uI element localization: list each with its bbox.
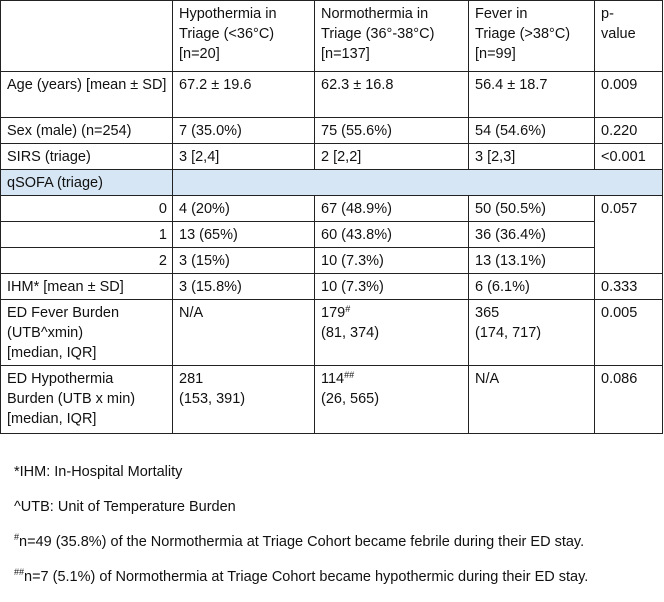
cell-hypothermia: 3 (15%) (173, 248, 315, 274)
cell-hypothermia (173, 366, 315, 434)
qsofa-header-fill (173, 170, 663, 196)
footnote-text: n=49 (35.8%) of the Normothermia at Triage Cohort became febrile during their ED stay. (19, 534, 585, 550)
qsofa-score: 2 (1, 248, 173, 274)
header-normothermia-n: [n=137] (321, 46, 370, 62)
cell-fever: N/A (469, 366, 595, 434)
footnote-marker: # (345, 304, 351, 314)
cell-p-value: 0.057 (595, 196, 663, 274)
row-label-line2: (UTB^xmin) (7, 325, 84, 341)
cell-fever: 6 (6.1%) (469, 274, 595, 300)
footnote-marker: ## (344, 370, 355, 380)
cell-fever: 54 (54.6%) (469, 118, 595, 144)
cell-normothermia (315, 366, 469, 434)
header-hypothermia-line1: Hypothermia in (179, 6, 277, 22)
row-label: qSOFA (triage) (1, 170, 173, 196)
table-row-qsofa-0 (1, 196, 663, 222)
cell-normothermia: 75 (55.6%) (315, 118, 469, 144)
header-p-line2: value (601, 26, 636, 42)
header-fever-line2: Triage (>38°C) (475, 26, 571, 42)
iqr-value: (26, 565) (321, 391, 380, 407)
cell-normothermia: 62.3 ± 16.8 (315, 72, 469, 118)
iqr-value: (81, 374) (321, 325, 380, 341)
header-empty-cell (1, 1, 173, 72)
row-label-line1: ED Fever Burden (7, 305, 120, 321)
qsofa-score: 1 (1, 222, 173, 248)
iqr-value: (174, 717) (475, 325, 542, 341)
table-row-qsofa-1 (1, 222, 663, 248)
cell-hypothermia: 67.2 ± 19.6 (173, 72, 315, 118)
header-p-value (595, 1, 663, 72)
cell-normothermia: 67 (48.9%) (315, 196, 469, 222)
cell-fever: 36 (36.4%) (469, 222, 595, 248)
row-label-line3: [median, IQR] (7, 411, 97, 427)
median-value: 281 (179, 371, 204, 387)
header-hypothermia-line2: Triage (<36°C) (179, 26, 275, 42)
cell-fever: 13 (13.1%) (469, 248, 595, 274)
table-row-fever-burden (1, 300, 663, 366)
cell-fever (469, 300, 595, 366)
row-label: Age (years) [mean ± SD] (1, 72, 173, 118)
footnote-ihm: *IHM: In-Hospital Mortality (14, 464, 183, 480)
row-label-line1: ED Hypothermia (7, 371, 114, 387)
header-fever-line1: Fever in (475, 6, 528, 22)
qsofa-score: 0 (1, 196, 173, 222)
footnote-marker: # (14, 532, 20, 542)
footnote-marker: ## (14, 567, 25, 577)
header-fever-n: [n=99] (475, 46, 516, 62)
row-label-line3: [median, IQR] (7, 345, 97, 361)
cell-normothermia (315, 300, 469, 366)
cell-p-value: 0.005 (595, 300, 663, 366)
footnote-febrile (14, 532, 654, 567)
table-row-sex (1, 118, 663, 144)
iqr-value: (153, 391) (179, 391, 246, 407)
header-normothermia-line2: Triage (36°-38°C) (321, 26, 435, 42)
cell-p-value: 0.333 (595, 274, 663, 300)
median-value: 365 (475, 305, 500, 321)
header-hypothermia-n: [n=20] (179, 46, 220, 62)
row-label: SIRS (triage) (1, 144, 173, 170)
header-fever (469, 1, 595, 72)
table-row-age (1, 72, 663, 118)
table-row-hypothermia-burden (1, 366, 663, 434)
cell-fever: 56.4 ± 18.7 (469, 72, 595, 118)
footnote-hypothermic (14, 567, 654, 602)
table-row-qsofa-header (1, 170, 663, 196)
table-row-ihm (1, 274, 663, 300)
median-value: 179 (321, 305, 346, 321)
row-label (1, 366, 173, 434)
cell-hypothermia: 7 (35.0%) (173, 118, 315, 144)
cell-p-value: <0.001 (595, 144, 663, 170)
cell-normothermia: 60 (43.8%) (315, 222, 469, 248)
cell-p-value: 0.009 (595, 72, 663, 118)
row-label: Sex (male) (n=254) (1, 118, 173, 144)
footnotes (14, 462, 654, 602)
row-label (1, 300, 173, 366)
median-value: 114 (321, 371, 345, 387)
cell-normothermia: 10 (7.3%) (315, 274, 469, 300)
row-label-line2: Burden (UTB x min) (7, 391, 136, 407)
cell-hypothermia: 4 (20%) (173, 196, 315, 222)
cell-hypothermia: 3 (15.8%) (173, 274, 315, 300)
row-label: IHM* [mean ± SD] (1, 274, 173, 300)
header-normothermia (315, 1, 469, 72)
cell-hypothermia: 13 (65%) (173, 222, 315, 248)
cell-p-value: 0.220 (595, 118, 663, 144)
cell-fever: 3 [2,3] (469, 144, 595, 170)
cell-hypothermia: N/A (173, 300, 315, 366)
cell-hypothermia: 3 [2,4] (173, 144, 315, 170)
footnote-text: n=7 (5.1%) of Normothermia at Triage Cohort became hypothermic during their ED stay. (24, 569, 589, 585)
cell-fever: 50 (50.5%) (469, 196, 595, 222)
table-row-sirs (1, 144, 663, 170)
table-header-row (1, 1, 663, 72)
cell-normothermia: 2 [2,2] (315, 144, 469, 170)
header-p-line1: p- (601, 6, 614, 22)
header-hypothermia (173, 1, 315, 72)
cell-p-value: 0.086 (595, 366, 663, 434)
cell-normothermia: 10 (7.3%) (315, 248, 469, 274)
header-normothermia-line1: Normothermia in (321, 6, 429, 22)
table-row-qsofa-2 (1, 248, 663, 274)
footnote-utb: ^UTB: Unit of Temperature Burden (14, 499, 236, 515)
